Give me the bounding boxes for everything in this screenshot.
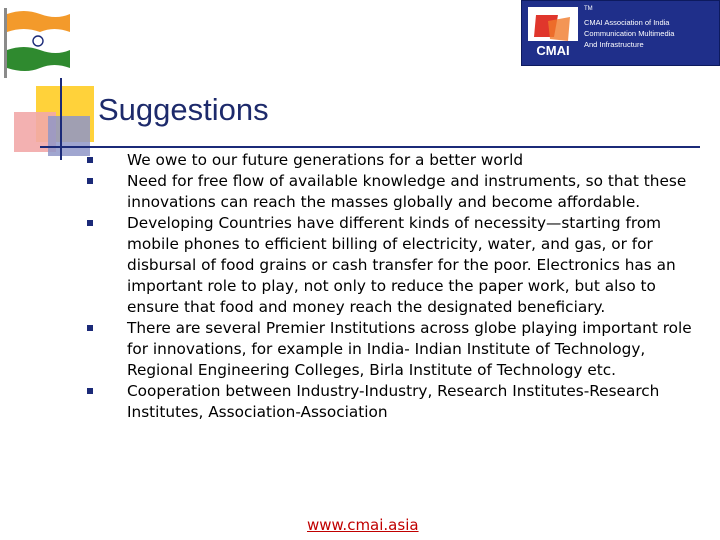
bullet-item (80, 150, 710, 171)
bullet-text: We owe to our future generations for a better world (127, 151, 524, 169)
bullet-text: Cooperation between Industry-Industry, Research Institutes-Research Institutes, Association-Association (127, 382, 660, 421)
bullet-list (80, 150, 710, 423)
bullet-text: Need for free flow of available knowledge and instruments, so that these innovations can reach the masses globally and become affordable. (127, 172, 687, 211)
bullet-square-icon (87, 220, 93, 226)
bullet-text: There are several Premier Institutions across globe playing important role for innovations, for example in India- Indian Institute of Technology, Regional Engineering Colleges, Birla Institute of Technology etc. (127, 319, 692, 379)
bullet-item (80, 171, 710, 213)
cmai-logo-mark-text: CMAI (536, 43, 570, 58)
logo-trademark: TM (584, 6, 593, 12)
bullet-square-icon (87, 388, 93, 394)
bullet-square-icon (87, 325, 93, 331)
bullet-square-icon (87, 178, 93, 184)
logo-line-2: Communication Multimedia (584, 29, 675, 38)
cmai-emblem-icon (528, 7, 578, 59)
bullet-item (80, 318, 710, 381)
footer-website-link[interactable]: www.cmai.asia (307, 516, 419, 534)
bullet-text: Developing Countries have different kinds of necessity—starting from mobile phones to efficient billing of electricity, water, and gas, or for disbursal of food grains or cash transfer for the poor. Electronics has an important role to play, not only to reduce the paper work, but also to ensure that food and money reach the designated beneficiary. (127, 214, 676, 316)
logo-line-3: And Infrastructure (584, 40, 644, 49)
bullet-square-icon (87, 157, 93, 163)
logo-text (584, 17, 674, 50)
cmai-logo (521, 0, 720, 66)
slide-title: Suggestions (98, 92, 269, 127)
bullet-item (80, 381, 710, 423)
india-flag-icon (4, 8, 72, 78)
title-underline (40, 146, 700, 148)
cmai-logo-mark (528, 7, 578, 59)
logo-line-1: CMAI Association of India (584, 18, 670, 27)
bullet-item (80, 213, 710, 318)
